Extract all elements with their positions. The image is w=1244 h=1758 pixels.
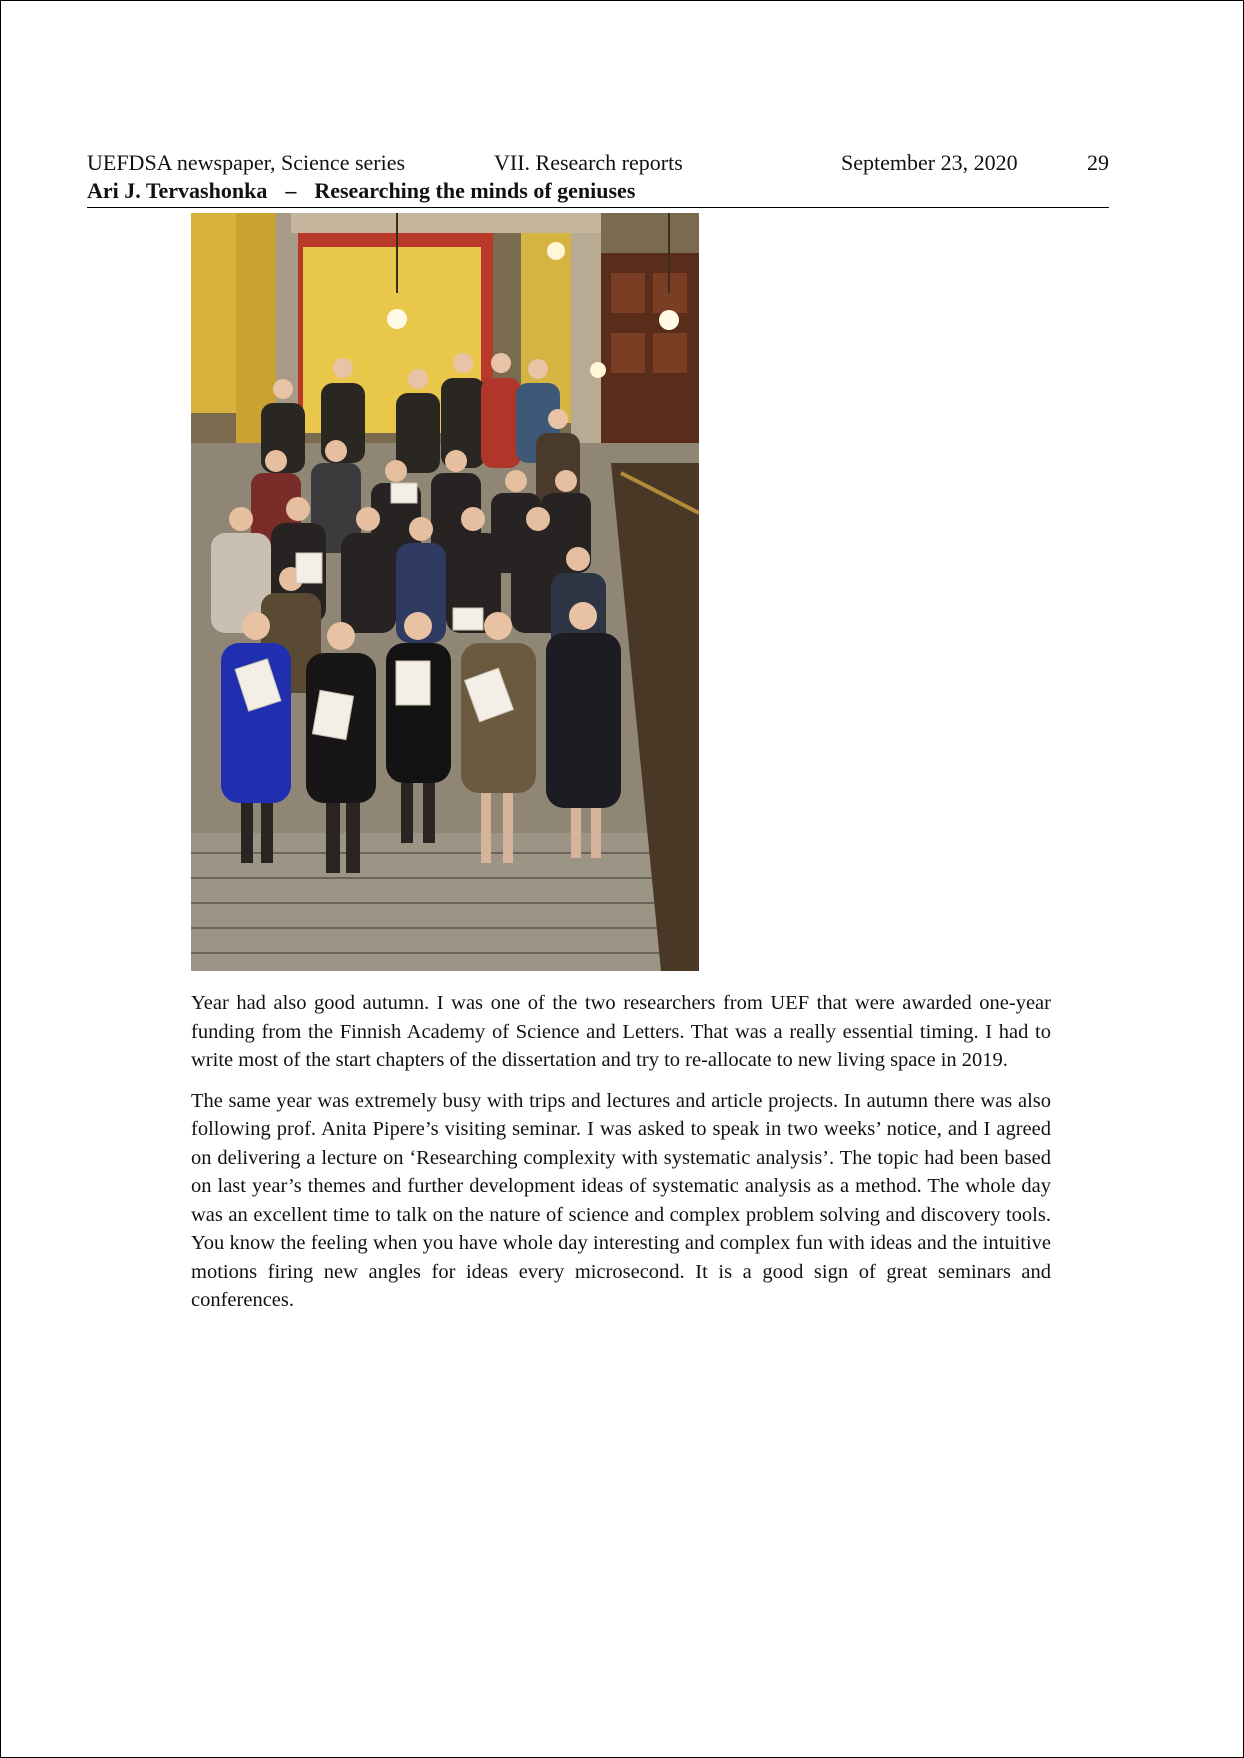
section-name: VII. Research reports: [494, 150, 683, 175]
paragraph: Year had also good autumn. I was one of the two researchers from UEF that were awarded one-year funding from the Finnish Academy of Science and Letters. That was a really essential timing. I had to write most of the start chapters of the dissertation and try to re-allocate to new living space in 2019.: [191, 992, 1051, 1071]
author-name: Ari J. Tervashonka: [87, 178, 268, 203]
group-photo: [191, 213, 699, 971]
page-number: 29: [1087, 150, 1109, 175]
byline-separator: –: [285, 178, 297, 203]
publication-date: September 23, 2020: [841, 150, 1018, 175]
publication-name: UEFDSA newspaper, Science series: [87, 150, 406, 175]
header-rule: [87, 207, 1109, 208]
paragraph: The same year was extremely busy with trips and lectures and article projects. In autumn there was also following prof. Anita Pipere’s visiting seminar. I was asked to speak in two weeks’ notice, and I agreed on delivering a lecture on ‘Researching complexity with systematic analysis’. The topic had been based on last year’s themes and further development ideas of systematic analysis as a method. The whole day was an excellent time to talk on the nature of science and complex problem solving and discovery tools. You know the feeling when you have whole day interesting and complex fun with ideas and the intuitive motions firing new angles for ideas every microsecond. It is a good sign of great seminars and conferences.: [191, 1089, 1051, 1311]
article-byline: [87, 178, 635, 204]
article-body: [191, 989, 1051, 1327]
article-title: Researching the minds of geniuses: [314, 178, 636, 203]
running-header: [87, 150, 1109, 178]
